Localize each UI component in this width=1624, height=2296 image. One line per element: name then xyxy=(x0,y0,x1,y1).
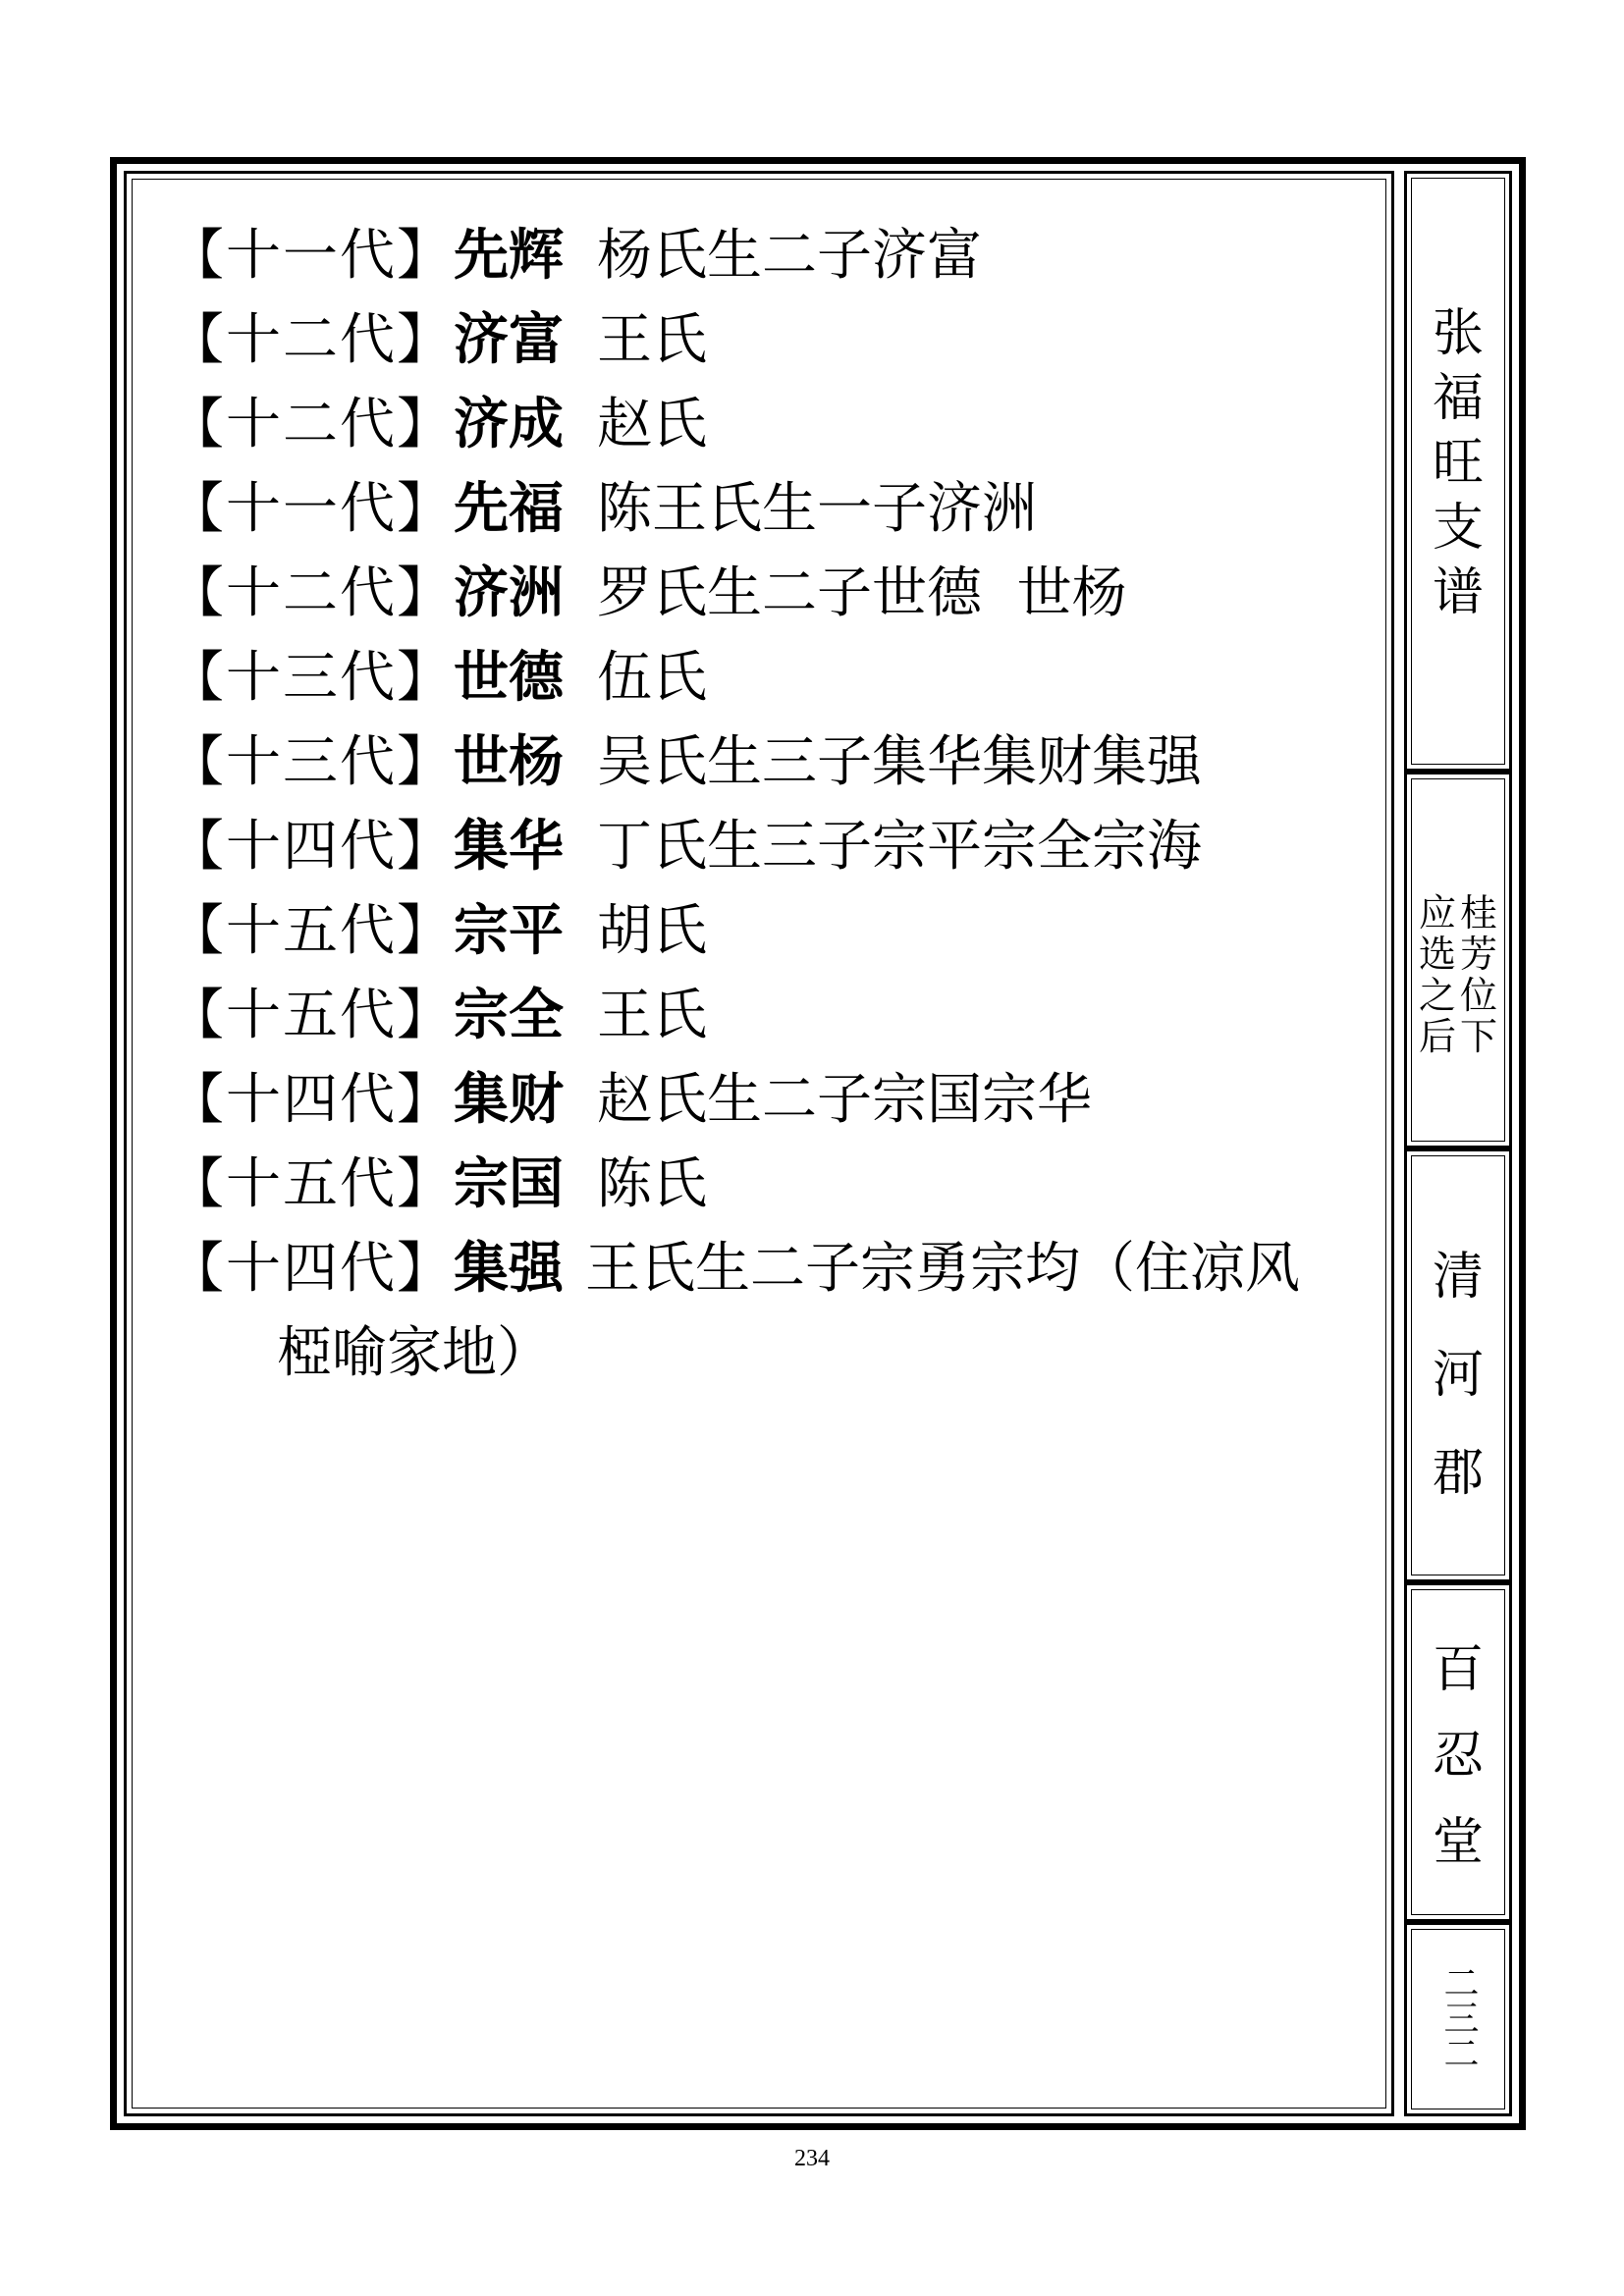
hall-cell xyxy=(1404,1582,1512,1922)
person-name: 宗全 xyxy=(454,984,564,1047)
entry-description: 王氏 xyxy=(597,308,707,372)
hall-name xyxy=(1407,1627,1509,1886)
entry-description: 丁氏生三子宗平宗全宗海 xyxy=(597,815,1202,879)
person-name: 集华 xyxy=(454,815,564,879)
entry xyxy=(169,552,1377,636)
entry-continuation: 椏喻家地） xyxy=(277,1321,552,1385)
note-char: 位 xyxy=(1460,974,1498,1017)
title-char: 旺 xyxy=(1432,434,1484,493)
entry xyxy=(169,467,1377,552)
entry-description: 胡氏 xyxy=(597,899,707,963)
entry-description: 赵氏生二子宗国宗华 xyxy=(597,1068,1092,1132)
entry xyxy=(169,1058,1377,1143)
entry xyxy=(169,298,1377,383)
title-char: 张 xyxy=(1432,304,1484,363)
person-name: 先辉 xyxy=(454,224,564,288)
person-name: 世德 xyxy=(454,646,564,710)
entry-description: 陈王氏生一子济洲 xyxy=(597,477,1037,541)
person-name: 集强 xyxy=(454,1237,564,1301)
person-name: 济洲 xyxy=(454,561,564,625)
generation-label: 【十五代】 xyxy=(169,1152,454,1216)
entry xyxy=(169,214,1377,298)
commandery-char: 郡 xyxy=(1432,1444,1484,1503)
title-cell xyxy=(1404,171,1512,772)
entry-description: 赵氏 xyxy=(597,393,707,456)
hall-char: 堂 xyxy=(1432,1813,1484,1872)
entry xyxy=(169,1227,1377,1311)
hall-char: 忍 xyxy=(1432,1727,1484,1786)
commandery-char: 河 xyxy=(1432,1346,1484,1405)
page-number: 234 xyxy=(794,2146,830,2171)
note-char: 桂 xyxy=(1460,891,1498,934)
generation-label: 【十二代】 xyxy=(169,393,454,456)
entry xyxy=(169,805,1377,889)
entry xyxy=(169,889,1377,974)
entry-description: 王氏 xyxy=(597,984,707,1047)
entry xyxy=(169,1143,1377,1227)
title-char: 支 xyxy=(1432,499,1484,558)
entry-description: 吴氏生三子集华集财集强 xyxy=(597,730,1202,794)
note-char: 之 xyxy=(1418,974,1456,1017)
entry-description: 杨氏生二子济富 xyxy=(597,224,982,288)
entry-description: 陈氏 xyxy=(597,1152,707,1216)
entry-description: 罗氏生二子世德 世杨 xyxy=(597,561,1127,625)
leaf-number-text: 二三二 xyxy=(1438,1964,1479,2070)
generation-label: 【十二代】 xyxy=(169,308,454,372)
entry xyxy=(169,636,1377,721)
note-char: 选 xyxy=(1418,933,1456,976)
person-name: 宗国 xyxy=(454,1152,564,1216)
side-column xyxy=(1404,171,1512,2116)
generation-label: 【十五代】 xyxy=(169,899,454,963)
note-char: 应 xyxy=(1418,891,1456,934)
generation-label: 【十四代】 xyxy=(169,815,454,879)
title-char: 福 xyxy=(1432,369,1484,428)
note-char: 下 xyxy=(1460,1015,1498,1058)
leaf-number xyxy=(1407,1964,1509,2070)
person-name: 世杨 xyxy=(454,730,564,794)
generation-label: 【十五代】 xyxy=(169,984,454,1047)
note-cell xyxy=(1404,772,1512,1148)
entry-description: 伍氏 xyxy=(597,646,707,710)
person-name: 先福 xyxy=(454,477,564,541)
leaf-number-cell xyxy=(1404,1922,1512,2116)
genealogy-title xyxy=(1407,301,1509,625)
placement-note xyxy=(1418,891,1498,1058)
note-char: 芳 xyxy=(1460,933,1498,976)
commandery-char: 清 xyxy=(1432,1248,1484,1307)
generation-label: 【十三代】 xyxy=(169,730,454,794)
generation-label: 【十一代】 xyxy=(169,477,454,541)
commandery-cell xyxy=(1404,1148,1512,1582)
note-char: 后 xyxy=(1418,1015,1456,1058)
generation-label: 【十四代】 xyxy=(169,1237,454,1301)
generation-label: 【十三代】 xyxy=(169,646,454,710)
entry xyxy=(169,721,1377,805)
entry xyxy=(169,383,1377,467)
person-name: 宗平 xyxy=(454,899,564,963)
note-column-right xyxy=(1460,892,1497,1057)
entry-description: 王氏生二子宗勇宗均（住凉风 xyxy=(585,1237,1300,1301)
generation-label: 【十二代】 xyxy=(169,561,454,625)
person-name: 集财 xyxy=(454,1068,564,1132)
genealogy-entries xyxy=(169,214,1377,1396)
commandery-name xyxy=(1407,1228,1509,1522)
person-name: 济成 xyxy=(454,393,564,456)
generation-label: 【十四代】 xyxy=(169,1068,454,1132)
entry xyxy=(169,974,1377,1058)
note-column-left xyxy=(1419,892,1456,1057)
generation-label: 【十一代】 xyxy=(169,224,454,288)
hall-char: 百 xyxy=(1432,1640,1484,1699)
person-name: 济富 xyxy=(454,308,564,372)
title-char: 谱 xyxy=(1432,563,1484,622)
